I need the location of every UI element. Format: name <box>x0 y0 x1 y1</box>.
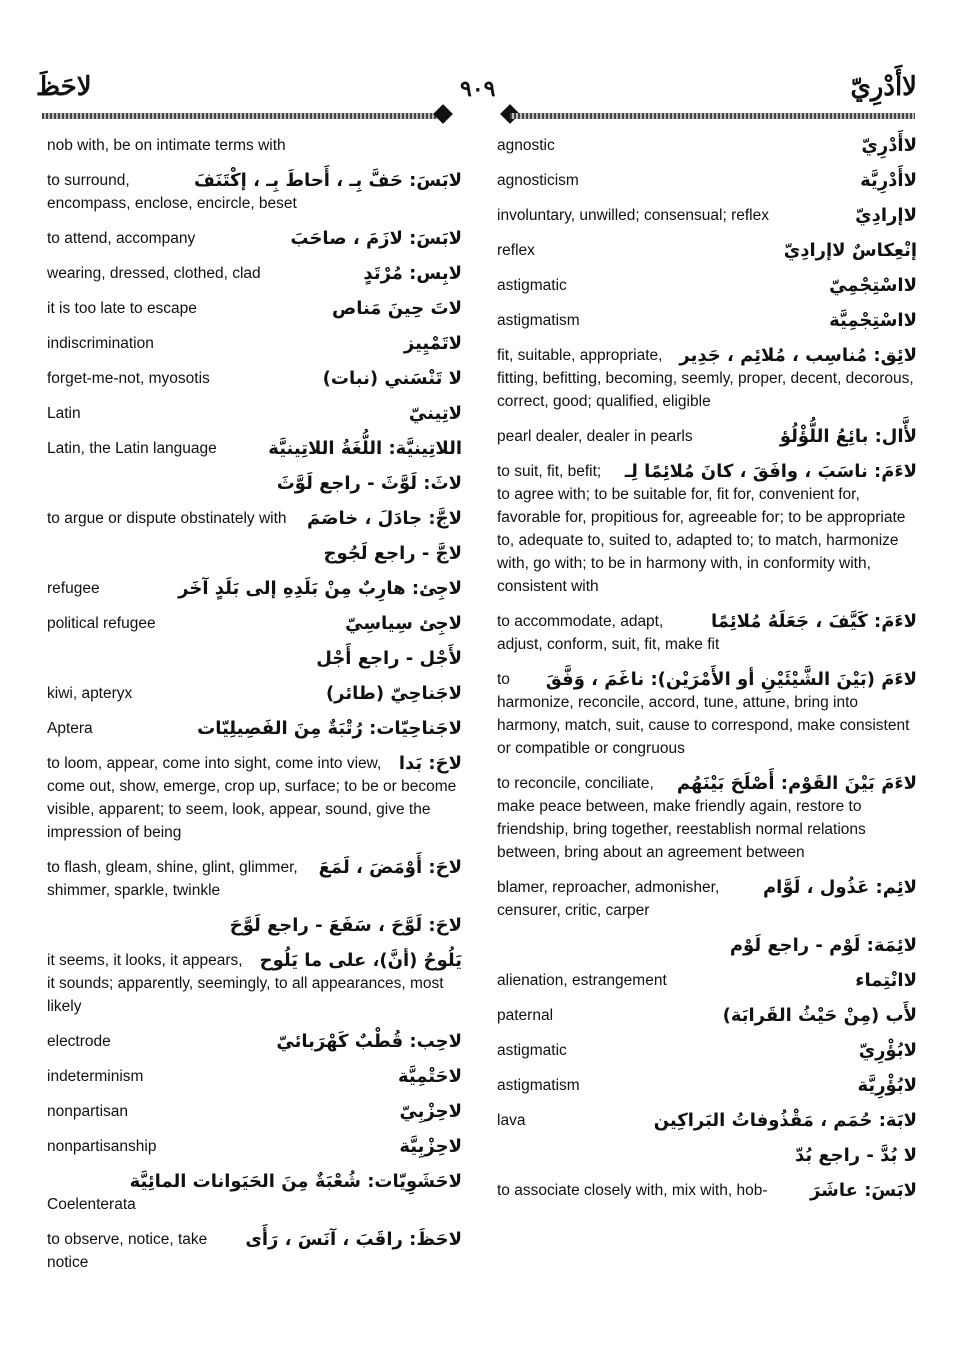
english-definition: blamer, reproacher, admonisher, censurer, critic, carper <box>497 879 720 919</box>
english-definition: Latin, the Latin language <box>47 440 217 457</box>
english-definition: political refugee <box>47 615 156 632</box>
english-definition: wearing, dressed, clothed, clad <box>47 265 261 282</box>
dictionary-entry <box>47 402 462 425</box>
arabic-headword: لاحَ: بَدا <box>398 753 462 774</box>
dictionary-entry <box>497 1109 917 1132</box>
dictionary-entry <box>497 309 917 332</box>
english-definition: astigmatic <box>497 1042 567 1059</box>
english-definition: paternal <box>497 1007 554 1024</box>
english-definition: indiscrimination <box>47 335 154 352</box>
arabic-headword: لاجِئ: هارِبٌ مِنْ بَلَدِهِ إلى بَلَدٍ آخَر <box>178 578 462 599</box>
english-definition: agnosticism <box>497 172 579 189</box>
english-definition: astigmatism <box>497 312 580 329</box>
arabic-headword: لائِمَة: لَوْم - راجع لَوْم <box>729 935 917 956</box>
english-definition: it is too late to escape <box>47 300 197 317</box>
english-definition: it seems, it looks, it appears, it sounds; apparently, seemingly, to all appearances, most likely <box>47 952 444 1015</box>
english-definition: lava <box>497 1112 526 1129</box>
left-column <box>47 134 462 1286</box>
dictionary-entry <box>47 682 462 705</box>
dictionary-entry <box>47 752 462 844</box>
right-column <box>497 134 917 1214</box>
dictionary-entry <box>497 1004 917 1027</box>
page-header <box>30 62 923 112</box>
dictionary-entry <box>47 169 462 215</box>
english-definition: astigmatic <box>497 277 567 294</box>
dictionary-entry <box>497 344 917 413</box>
english-definition: nob with, be on intimate terms with <box>47 137 286 154</box>
dictionary-entry <box>497 610 917 656</box>
page-number: ٩٠٩ <box>460 76 496 102</box>
english-definition: to harmonize, reconcile, accord, tune, attune, bring into harmony, match, suit, cause to correspond, make consistent or compatible or congruous <box>497 671 910 757</box>
dictionary-entry <box>47 914 462 937</box>
english-definition: alienation, estrangement <box>497 972 667 989</box>
dictionary-entry <box>47 949 462 1018</box>
english-definition: to suit, fit, befit; to agree with; to be suitable for, fit for, convenient for, favorable for, propitious for, agreeable for; to be appropriate to, adequate to, suited to, adapted to; to match, harmonize with, go with; to be in harmony with, in conformity with, consistent with <box>497 463 906 595</box>
arabic-headword: لاءَمَ: ناسَبَ ، وافَقَ ، كانَ مُلائِمًا لِـ <box>624 461 917 482</box>
dictionary-entry <box>47 1065 462 1088</box>
arabic-headword: لاتَمْيِيز <box>403 333 462 354</box>
arabic-headword: اللاتِينيَّة: اللُّغَةُ اللاتِينيَّة <box>268 438 462 459</box>
dictionary-entry <box>497 876 917 922</box>
arabic-headword: لا بُدَّ - راجع بُدّ <box>794 1145 917 1166</box>
english-definition: to surround, encompass, enclose, encircle, beset <box>47 172 297 212</box>
dictionary-entry <box>497 934 917 957</box>
dictionary-entry <box>47 1170 462 1216</box>
header-rule-left <box>42 113 440 119</box>
header-rule-right <box>510 113 915 119</box>
dictionary-entry <box>47 332 462 355</box>
arabic-headword: لاحَتْمِيَّة <box>397 1066 462 1087</box>
arabic-headword: لابَسَ: عاشَرَ <box>809 1180 917 1201</box>
english-definition: fit, suitable, appropriate, fitting, befitting, becoming, seemly, proper, decent, decorous, correct, good; qualified, eligible <box>497 347 914 410</box>
english-definition: agnostic <box>497 137 555 154</box>
dictionary-entry <box>47 262 462 285</box>
dictionary-entry <box>497 460 917 598</box>
arabic-headword: لائِم: عَذُول ، لَوَّام <box>762 877 917 898</box>
arabic-headword: لاحَشَوِيّات: شُعْبَةٌ مِنَ الحَيَوانات المائِيَّة <box>129 1171 462 1192</box>
dictionary-entry <box>497 1179 917 1202</box>
dictionary-entry <box>497 204 917 227</box>
dictionary-entry <box>47 437 462 460</box>
english-definition: electrode <box>47 1033 111 1050</box>
english-definition: astigmatism <box>497 1077 580 1094</box>
arabic-headword: إنْعِكاسٌ لاإرادِيّ <box>783 240 917 261</box>
english-definition: Aptera <box>47 720 93 737</box>
english-definition: to observe, notice, take notice <box>47 1231 208 1271</box>
arabic-headword: لابَة: حُمَم ، مَقْذُوفاتُ البَراكِين <box>653 1110 917 1131</box>
english-definition: to loom, appear, come into sight, come into view, come out, show, emerge, crop up, surface; to be or become visible, apparent; to seem, look, appear, sound, give the impression of being <box>47 755 457 841</box>
dictionary-entry <box>47 1030 462 1053</box>
english-definition: indeterminism <box>47 1068 144 1085</box>
arabic-headword: لاتَ حِينَ مَناص <box>331 298 462 319</box>
arabic-headword: لاجَناحِيّات: رُتْبَةٌ مِنَ الفَصِيلِيّات <box>197 718 462 739</box>
arabic-headword: لاءَمَ بَيْنَ القَوْم: أَصْلَحَ بَيْنَهُم <box>676 773 917 794</box>
dictionary-entry <box>47 612 462 635</box>
arabic-headword: لاحَظَ: راقَبَ ، آنَسَ ، رَأَى <box>245 1229 462 1250</box>
arabic-headword: لاتِينيّ <box>408 403 462 424</box>
english-definition: nonpartisan <box>47 1103 129 1120</box>
dictionary-entry <box>47 297 462 320</box>
arabic-headword: لاحِب: قُطْبٌ كَهْرَبائيّ <box>276 1031 462 1052</box>
english-definition: Latin <box>47 405 81 422</box>
dictionary-entry <box>47 542 462 565</box>
arabic-headword: لاجَناحِيّ (طائر) <box>325 683 462 704</box>
english-definition: to associate closely with, mix with, hob- <box>497 1182 768 1199</box>
dictionary-entry <box>497 668 917 760</box>
dictionary-entry <box>47 134 462 157</box>
arabic-headword: لاحِزْبِيَّة <box>399 1136 462 1157</box>
english-definition: forget-me-not, myosotis <box>47 370 210 387</box>
english-definition: to flash, gleam, shine, glint, glimmer, shimmer, sparkle, twinkle <box>47 859 298 899</box>
dictionary-entry <box>47 1135 462 1158</box>
arabic-headword: لاجَّ: جادَلَ ، خاصَمَ <box>306 508 462 529</box>
dictionary-entry <box>47 1228 462 1274</box>
dictionary-entry <box>47 577 462 600</box>
english-definition: kiwi, apteryx <box>47 685 133 702</box>
left-running-headword: لاحَظَ <box>36 72 92 102</box>
dictionary-entry <box>47 227 462 250</box>
arabic-headword: لاإرادِيّ <box>855 205 917 226</box>
dictionary-entry <box>497 134 917 157</box>
arabic-headword: لابُؤْرِيَّة <box>857 1075 917 1096</box>
arabic-headword: لائِق: مُناسِب ، مُلائِم ، جَدِير <box>679 345 917 366</box>
arabic-headword: لا تَنْسَني (نبات) <box>322 368 462 389</box>
dictionary-entry <box>497 239 917 262</box>
english-definition: nonpartisanship <box>47 1138 157 1155</box>
arabic-headword: لاجِئ سِياسِيّ <box>345 613 462 634</box>
dictionary-entry <box>497 1039 917 1062</box>
arabic-headword: لااسْتِجْمِيّ <box>829 275 917 296</box>
dictionary-entry <box>497 1074 917 1097</box>
english-definition: to accommodate, adapt, adjust, conform, suit, fit, make fit <box>497 613 720 653</box>
dictionary-entry <box>497 169 917 192</box>
dictionary-entry <box>47 1100 462 1123</box>
dictionary-entry <box>47 717 462 740</box>
english-definition: to reconcile, conciliate, make peace between, make friendly again, restore to friendship, bring together, reestablish normal relations between, bring about an agreement between <box>497 775 866 861</box>
arabic-headword: لاأَدْرِيّ <box>861 135 917 156</box>
right-running-headword: لاأَدْرِيّ <box>850 72 917 102</box>
arabic-headword: لأَّال: بائِعُ اللُّؤْلُؤ <box>779 426 917 447</box>
arabic-headword: لاءَمَ (بَيْنَ الشَّيْئَيْنِ أو الأَمْرَيْن): ناغَمَ ، وَفَّقَ <box>545 669 917 690</box>
arabic-headword: لابُؤْرِيّ <box>858 1040 917 1061</box>
dictionary-entry <box>497 772 917 864</box>
english-definition: reflex <box>497 242 535 259</box>
dictionary-entry <box>497 1144 917 1167</box>
arabic-headword: لاحِزْبِيّ <box>399 1101 462 1122</box>
dictionary-entry <box>47 647 462 670</box>
dictionary-entry <box>47 856 462 902</box>
arabic-headword: لاءَمَ: كَيَّفَ ، جَعَلَهُ مُلائِمًا <box>711 611 917 632</box>
arabic-headword: يَلُوحُ (أنَّ)، على ما يَلُوح <box>259 950 462 971</box>
english-definition: Coelenterata <box>47 1196 136 1213</box>
arabic-headword: لابَسَ: حَفَّ بِـ ، أَحاطَ بِـ ، إكْتَنَفَ <box>194 170 462 191</box>
arabic-headword: لأَجْل - راجع أَجْل <box>316 648 462 669</box>
english-definition: refugee <box>47 580 100 597</box>
arabic-headword: لاانْتِماء <box>855 970 917 991</box>
english-definition: pearl dealer, dealer in pearls <box>497 428 693 445</box>
arabic-headword: لابِس: مُرْتَدٍ <box>363 263 462 284</box>
dictionary-entry <box>47 367 462 390</box>
arabic-headword: لاأَدْرِيَّة <box>860 170 917 191</box>
arabic-headword: لاحَ: أَوْمَضَ ، لَمَعَ <box>318 857 462 878</box>
english-definition: to attend, accompany <box>47 230 196 247</box>
dictionary-entry <box>497 969 917 992</box>
english-definition: involuntary, unwilled; consensual; reflex <box>497 207 769 224</box>
arabic-headword: لابَسَ: لازَمَ ، صاحَبَ <box>290 228 462 249</box>
arabic-headword: لاثَ: لَوَّثَ - راجع لَوَّثَ <box>276 473 462 494</box>
arabic-headword: لاحَ: لَوَّحَ ، سَفَعَ - راجع لَوَّحَ <box>229 915 462 936</box>
dictionary-entry <box>497 425 917 448</box>
dictionary-entry <box>497 274 917 297</box>
english-definition: to argue or dispute obstinately with <box>47 510 287 527</box>
arabic-headword: لاجَّ - راجع لَجُوج <box>323 543 462 564</box>
arabic-headword: لأَب (مِنْ حَيْثُ القَرابَة) <box>722 1005 917 1026</box>
dictionary-entry <box>47 507 462 530</box>
dictionary-entry <box>47 472 462 495</box>
arabic-headword: لااسْتِجْمِيَّة <box>829 310 917 331</box>
